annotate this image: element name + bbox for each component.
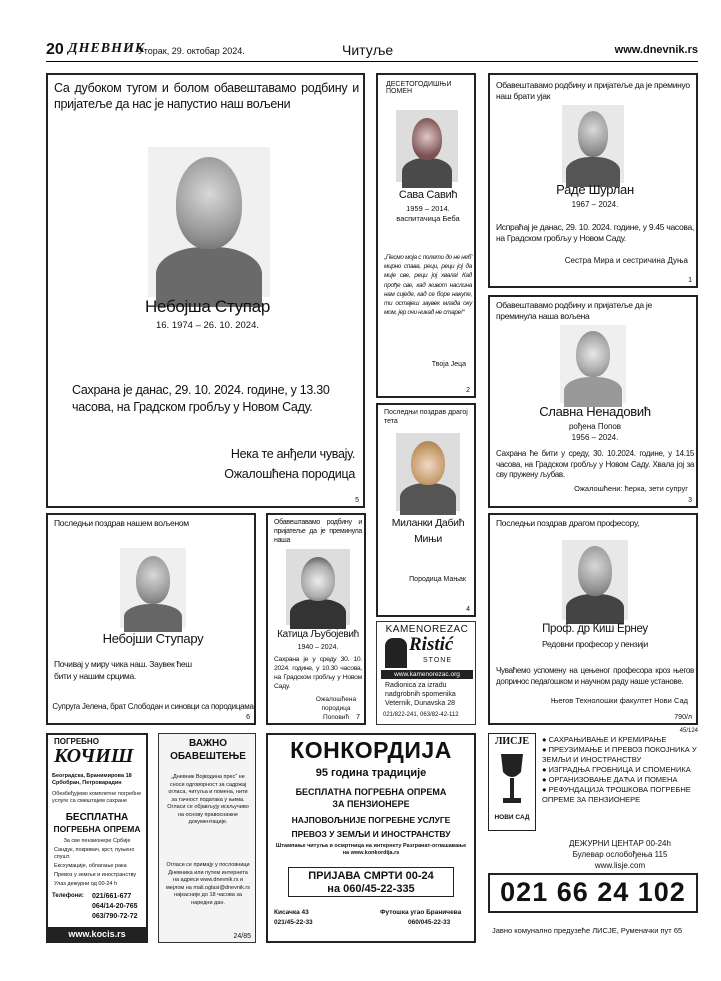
ad-city: НОВИ САД xyxy=(494,814,530,821)
nickname: Мињи xyxy=(414,533,442,545)
ad-phone: 021/45-22-33 xyxy=(274,919,313,926)
ad-website[interactable]: www.lisje.com xyxy=(594,861,646,870)
obituary-notice-dabic xyxy=(376,403,476,617)
portrait-photo xyxy=(562,540,628,620)
obituary-notice-ljubojevic xyxy=(266,513,366,725)
portrait-photo xyxy=(120,548,186,628)
ad-brand: ЛИСЈЕ xyxy=(494,736,530,747)
newspaper-logo: ДНЕВНИК xyxy=(68,41,146,56)
page-number: 20 xyxy=(46,41,64,58)
role: Редовни професор у пензији xyxy=(542,639,648,649)
ad-duty: ДЕЖУРНИ ЦЕНТАР 00-24h xyxy=(569,839,671,848)
ad-footer: Јавно комунално предузеће ЛИСЈЕ, Руменачки пут 65 xyxy=(492,926,683,935)
ad-item: Превоз у земљи и иностранству xyxy=(54,872,137,878)
ad-report-phone: на 060/45-22-335 xyxy=(327,883,415,895)
ad-phone: 060/045-22-33 xyxy=(408,919,451,926)
ad-website[interactable]: www.kamenorezac.org xyxy=(381,670,473,679)
portrait-photo xyxy=(396,433,460,511)
ad-brand: КОНКОРДИЈА xyxy=(290,737,452,763)
ad-lisje xyxy=(488,728,698,943)
deceased-name: Раде Шурлан xyxy=(556,182,634,197)
life-dates: 1940 – 2024. xyxy=(297,644,339,651)
role: васпитачица Беба xyxy=(396,214,460,223)
ad-for-all: За све пензионере Србије xyxy=(63,838,131,844)
deceased-name: Проф. др Киш Ернеу xyxy=(542,623,648,635)
life-dates: 1956 – 2024. xyxy=(571,433,619,442)
ad-info: Штампање читуља и осмртница на интернету Разгранат-оглашавање на www.konkordija.rs xyxy=(275,843,467,856)
funeral-details: Сахрана ће бити у среду, 30. 10.2024. године, у 14.15 часова, на Градском гробљу у Новом Саду. Хвала јој за сву пружену љубав. xyxy=(496,449,694,479)
service-item: ● САХРАЊИВАЊЕ И КРЕМИРАЊЕ xyxy=(542,735,667,744)
section-title: Читуље xyxy=(342,42,394,58)
notice-number: 2 xyxy=(466,387,470,394)
service-item: ● ИЗГРАДЊА ГРОБНИЦА И СПОМЕНИКА xyxy=(542,765,691,774)
ad-phone: 064/14-20-765 xyxy=(92,903,138,910)
obituary-notice-nenadovic xyxy=(488,295,698,508)
ad-phone: 021/822-241, 063/82-42-112 xyxy=(383,712,459,718)
notice-number: 790/л xyxy=(674,714,692,721)
ad-phone: 021/661-677 xyxy=(92,893,132,900)
portrait-photo xyxy=(396,110,458,182)
ad-website[interactable]: www.kocis.rs xyxy=(48,927,146,941)
ad-item: Сандук, покривач, крст, пуњено спушт. xyxy=(54,847,135,860)
notice-number: 45/124 xyxy=(679,728,698,734)
notice-intro: Последњи поздрав драгом професору, xyxy=(496,518,640,528)
ad-address: Булевар ослобођења 115 xyxy=(572,850,668,859)
ad-item: Улаз дежурни од 00-24 h xyxy=(54,881,118,887)
ad-brand: Ristić xyxy=(409,634,454,655)
notice-paragraph: Огласи се примају у пословници Дневника или путем интернета на адреси www.dnevnik.rs и мејлом на mali.oglasi@dnevnik.rs најкасније до 18 часова за наредни дан. xyxy=(166,862,250,906)
portrait-photo xyxy=(560,325,626,403)
notice-number: 24/85 xyxy=(233,933,251,940)
notice-paragraph: „Дневник Војводина прес“ не сноси одговорност за садржај огласа, читуља и помена, нити за тачност података у њима. Огласи се објављују искључиво на основу правоснажне документације. xyxy=(167,774,249,825)
notice-intro: Обавештавамо родбину и пријатеље да је преминула наша xyxy=(274,519,362,544)
ad-transport: ПРЕВОЗ У ЗЕМЉИ И ИНОСТРАНСТВУ xyxy=(291,829,451,839)
ad-brand-sub: STONE xyxy=(423,657,452,664)
notice-number: 3 xyxy=(688,497,692,504)
obituary-notice-stupar-family xyxy=(46,513,256,725)
portrait-photo xyxy=(562,105,624,183)
ad-address: Београдска, Бранимирова 18 Србобран, Петроварадин xyxy=(52,773,132,786)
notice-subtitle: ОБАВЕШТЕЊЕ xyxy=(170,751,246,762)
services-list xyxy=(542,735,698,805)
ad-phone: 063/790-72-72 xyxy=(92,913,138,920)
ad-free-line: БЕСПЛАТНА ПОГРЕБНА ОПРЕМА xyxy=(295,787,447,797)
ad-free-subtitle: ПОГРЕБНА ОПРЕМА xyxy=(53,824,141,834)
ad-line-3: Veternik, Dunavska 28 xyxy=(385,700,456,707)
notice-intro: Обавештавамо родбину и пријатеље да је преминула наша вољена xyxy=(496,300,652,321)
goblet-logo-icon xyxy=(499,752,525,808)
issue-date: Уторак, 29. октобар 2024. xyxy=(138,46,245,56)
deceased-name: Сава Савић xyxy=(398,189,458,201)
ad-services: НАЈПОВОЉНИЈЕ ПОГРЕБНЕ УСЛУГЕ xyxy=(291,815,451,825)
funeral-details: Испраћај је данас, 29. 10. 2024. године, у 9.45 часова, на Градском гробљу у Новом Саду. xyxy=(496,222,694,243)
ad-top-label: ПОГРЕБНО xyxy=(54,737,99,746)
ad-konkordija xyxy=(266,733,476,943)
ad-address: Футошка угао Браничева xyxy=(380,909,462,916)
deceased-name: Небојши Ступару xyxy=(102,631,204,646)
obituary-notice-savic xyxy=(376,73,476,398)
ad-tagline: 95 година традиције xyxy=(315,767,427,779)
ad-item: Ексхумације, облагање рака xyxy=(54,863,127,869)
notice-intro: Обавештавамо родбину и пријатеље да је преминуо наш брати ујак xyxy=(496,80,690,101)
ad-kamenorezac-ristic xyxy=(376,621,476,725)
notice-intro: Последњи поздрав драгој тета xyxy=(384,409,468,425)
service-item: ● ОРГАНИЗОВАЊЕ ДАЋА И ПОМЕНА xyxy=(542,775,678,784)
life-dates: 16. 1974 – 26. 10. 2024. xyxy=(155,320,259,331)
signature: Ожалошћена породица xyxy=(224,467,355,481)
portrait-photo xyxy=(286,549,350,625)
signature: Супруга Јелена, брат Слободан и синовци са породицама xyxy=(52,702,254,711)
gravestone-logo-icon xyxy=(385,638,407,668)
ad-report-box xyxy=(288,867,454,897)
portrait-photo xyxy=(148,147,270,297)
ad-phone: 021 66 24 102 xyxy=(500,877,686,907)
deceased-name: Славна Ненадовић xyxy=(539,404,651,419)
obituary-notice-stupar-main xyxy=(46,73,365,508)
signature: Сестра Мира и сестричина Дуња xyxy=(564,256,688,265)
notice-intro: Последњи поздрав нашем вољеном xyxy=(54,518,189,528)
ad-phone-box xyxy=(488,873,698,913)
notice-number: 1 xyxy=(688,277,692,284)
notice-number: 7 xyxy=(356,714,360,721)
page-header xyxy=(46,38,698,62)
notice-intro: Са дубоком тугом и болом обавештавамо родбину и пријатеље да нас је напустио наш вољени xyxy=(54,81,359,111)
farewell-text: Почивај у миру чика наш. Заувек ћеш бити у нашим срцима. xyxy=(54,659,192,681)
ad-brand: КОЧИШ xyxy=(54,745,134,767)
ad-free-line: ЗА ПЕНЗИОНЕРЕ xyxy=(332,799,410,809)
notice-number: 5 xyxy=(355,497,359,504)
farewell-text: Чуваћемо успомену на цењеног професора кроз његов допринос педагошком и научном раду наше установе. xyxy=(496,666,694,686)
funeral-details: Сахрана је у среду 30. 10. 2024. године, у 10.30 часова, на Градском гробљу у Новом Саду. xyxy=(274,656,362,690)
memorial-poem: „Песмо моја с полети до не неб' мирно спава, реци, реци јој да мије све, реци јој хвала! Кад прође све, кад живот наслина нам сиједе, кад се боре накупе, ти остајеш заувек млада оку мом, јер очи никад не старе!“ xyxy=(384,254,472,317)
website-link[interactable]: www.dnevnik.rs xyxy=(614,44,698,56)
ad-kocis-funeral xyxy=(46,733,148,943)
obituary-notice-surlan xyxy=(488,73,698,288)
signature: Породица Мањак xyxy=(409,576,466,583)
ad-address: Кисачка 43 xyxy=(274,909,309,916)
maiden-name: рођена Попов xyxy=(568,422,622,431)
life-dates: 1967 – 2024. xyxy=(571,200,619,209)
notice-number: 4 xyxy=(466,606,470,613)
funeral-details: Сахрана је данас, 29. 10. 2024. године, у 13.30 часова, на Градском гробљу у Новом Саду. xyxy=(72,383,330,414)
ad-important-notice xyxy=(158,733,256,943)
ad-logo-box xyxy=(488,733,536,831)
deceased-name: Миланки Дабић xyxy=(391,517,465,529)
closing-line: Нека те анђели чувају. xyxy=(230,447,355,461)
ad-free-title: БЕСПЛАТНА xyxy=(65,812,129,823)
signature: Ожалошћена породица Поповић xyxy=(315,696,357,721)
deceased-name: Небојша Ступар xyxy=(145,297,270,316)
ad-line-2: nadgrobnih spomenika xyxy=(385,691,456,698)
signature: Његов Технолошки факултет Нови Сад xyxy=(550,696,688,705)
signature: Ожалошћени: ћерка, зети супруг xyxy=(574,484,688,493)
service-item: ● ПРЕУЗИМАЊЕ И ПРЕВОЗ ПОКОЈНИКА У ЗЕМЉИ И ИНОСТРАНСТВУ xyxy=(542,745,697,764)
ad-top-label: KAMENOREZAC xyxy=(385,624,469,635)
notice-title: ВАЖНО xyxy=(189,738,227,749)
ad-line-1: Radionica za izradu xyxy=(385,682,447,689)
service-item: ● РЕФУНДАЦИЈА ТРОШКОВА ПОГРЕБНЕ ОПРЕМЕ ЗА ПЕНЗИОНЕРЕ xyxy=(542,785,691,804)
ad-phone-label: Телефони: xyxy=(52,893,84,899)
notice-number: 6 xyxy=(246,714,250,721)
life-dates: 1959 – 2014. xyxy=(406,204,450,213)
ad-services-line: Обезбеђујемо комплетне погребне услуге са смештајем сахране xyxy=(52,791,142,804)
ad-report-title: ПРИЈАВА СМРТИ 00-24 xyxy=(308,870,434,882)
notice-intro: ДЕСЕТОГОДИШЊИ ПОМЕН xyxy=(386,81,452,95)
signature: Твоја Јеца xyxy=(431,361,466,368)
deceased-name: Катица Љубојевић xyxy=(277,629,359,640)
obituary-notice-kis xyxy=(488,513,698,725)
